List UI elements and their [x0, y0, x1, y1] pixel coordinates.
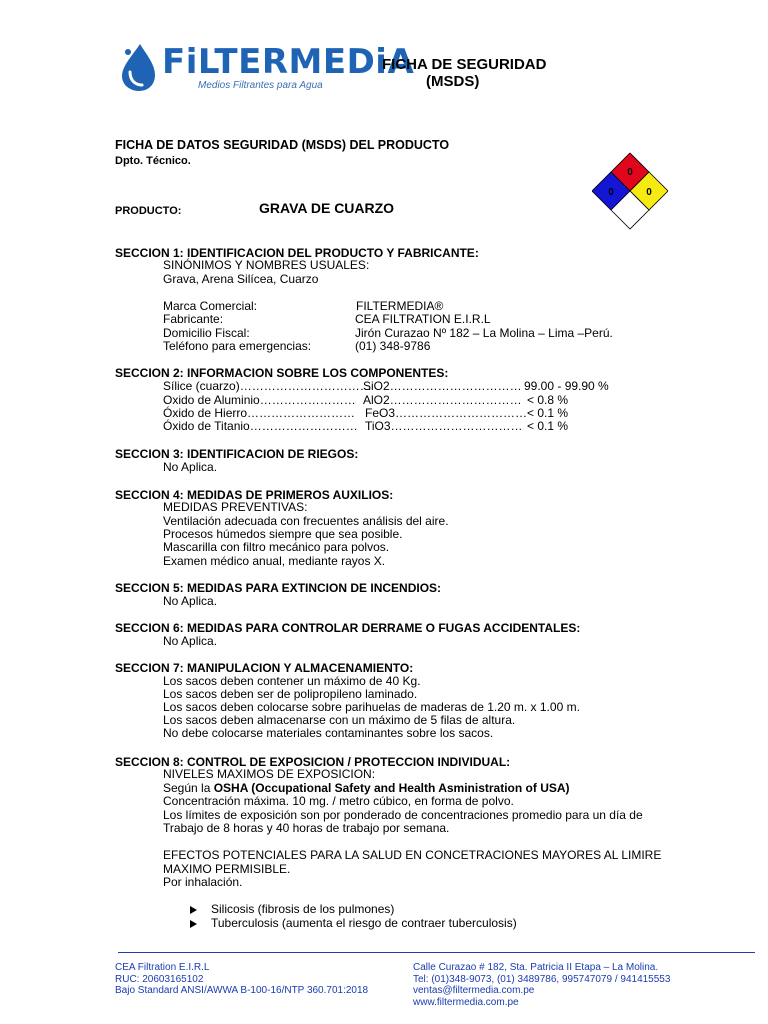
s7-line: Los sacos deben ser de polipropileno laminado. — [163, 687, 418, 701]
bullet-item — [190, 903, 394, 916]
s1-row-value: FILTERMEDIA® — [356, 299, 444, 313]
nfpa-diamond-icon — [592, 151, 668, 231]
component-formula: AlO2…………………………… — [363, 393, 522, 407]
footer-left — [115, 962, 368, 997]
s8-line: Los límites de exposición son por ponderado de concentraciones promedio para un día de — [163, 808, 643, 822]
component-formula: TiO3…………………………… — [365, 419, 523, 433]
section-5-text: No Aplica. — [163, 594, 218, 608]
footer-phone: Tel: (01)348-9073, (01) 3489786, 995747079 / 941415553 — [413, 973, 671, 985]
header-title-line1: FICHA DE SEGURIDAD — [382, 56, 547, 73]
logo — [118, 40, 415, 95]
synonyms-value: Grava, Arena Silícea, Cuarzo — [163, 272, 319, 286]
footer-company: CEA Filtration E.I.R.L — [115, 962, 210, 973]
s4-line: Ventilación adecuada con frecuentes análisis del aire. — [163, 514, 449, 528]
s7-line: No debe colocarse materiales contaminantes sobre los sacos. — [163, 726, 494, 740]
arrow-bullet-icon — [190, 920, 197, 928]
component-name: Óxido de Titanio……………………… — [163, 419, 358, 433]
product-name: GRAVA DE CUARZO — [259, 200, 395, 216]
s8-line: Concentración máxima. 10 mg. / metro cúbico, en forma de polvo. — [163, 794, 514, 808]
doc-heading: FICHA DE DATOS SEGURIDAD (MSDS) DEL PRODUCTO — [115, 138, 450, 152]
s1-row-value: CEA FILTRATION E.I.R.L — [355, 312, 491, 326]
section-8-title: SECCION 8: CONTROL DE EXPOSICION / PROTECCION INDIVIDUAL: — [115, 755, 511, 769]
header-title-line2: (MSDS) — [426, 73, 480, 90]
component-name: Óxido de Hierro……………………… — [163, 406, 356, 420]
product-label: PRODUCTO: — [115, 205, 182, 217]
section-6-text: No Aplica. — [163, 634, 218, 648]
section-6-title: SECCION 6: MEDIDAS PARA CONTROLAR DERRAME O FUGAS ACCIDENTALES: — [115, 621, 581, 635]
osha-prefix: Según la — [163, 781, 214, 795]
osha-name: OSHA (Occupational Safety and Health Asministration of USA) — [213, 781, 570, 795]
logo-tagline: Medios Filtrantes para Agua — [198, 80, 323, 91]
s4-line: MEDIDAS PREVENTIVAS: — [163, 500, 308, 514]
synonyms-label: SINÓNIMOS Y NOMBRES USUALES: — [163, 258, 370, 272]
s4-line: Procesos húmedos siempre que sea posible. — [163, 527, 403, 541]
s1-row-label: Fabricante: — [163, 312, 224, 326]
s1-row-value: (01) 348-9786 — [355, 339, 431, 353]
s1-row-label: Marca Comercial: — [163, 299, 258, 313]
component-value: < 0.1 % — [527, 406, 569, 420]
component-formula: SiO2…………………………… — [363, 379, 522, 393]
s7-line: Los sacos deben almacenarse con un máximo de 5 filas de altura. — [163, 713, 516, 727]
department: Dpto. Técnico. — [115, 155, 191, 167]
s7-line: Los sacos deben colocarse sobre parihuelas de maderas de 1.20 m. x 1.00 m. — [163, 700, 580, 714]
footer-address: Calle Curazao # 182, Sta. Patricia II Etapa – La Molina. — [413, 962, 659, 973]
section-1-title: SECCION 1: IDENTIFICACION DEL PRODUCTO Y FABRICANTE: — [115, 246, 479, 260]
footer-ruc: RUC: 20603165102 — [115, 973, 204, 985]
s8-line: Trabajo de 8 horas y 40 horas de trabajo por semana. — [163, 821, 450, 835]
s4-line: Examen médico anual, mediante rayos X. — [163, 554, 386, 568]
nfpa-reactivity-value: 0 — [646, 187, 652, 198]
footer-right — [413, 962, 670, 1008]
section-2-title: SECCION 2: INFORMACION SOBRE LOS COMPONENTES: — [115, 366, 449, 380]
exposure-levels-label: NIVELES MAXIMOS DE EXPOSICION: — [163, 767, 376, 781]
footer-website-link[interactable]: www.filtermedia.com.pe — [413, 996, 519, 1008]
water-drop-logo-icon — [118, 42, 158, 92]
s1-row-label: Domicilio Fiscal: — [163, 326, 250, 340]
bullet-item — [190, 917, 517, 930]
footer-standard: Bajo Standard ANSI/AWWA B-100-16/NTP 360.701:2018 — [115, 985, 369, 996]
s4-line: Mascarilla con filtro mecánico para polvos. — [163, 540, 390, 554]
nfpa-flammability-value: 0 — [627, 167, 633, 178]
component-value: < 0.8 % — [527, 393, 569, 407]
component-name: Oxido de Aluminio…………………… — [163, 393, 356, 407]
s7-line: Los sacos deben contener un máximo de 40 Kg. — [163, 674, 421, 688]
component-name: Sílice (cuarzo)…………………………… — [163, 379, 372, 393]
section-3-text: No Aplica. — [163, 460, 218, 474]
bullet-text: Tuberculosis (aumenta el riesgo de contraer tuberculosis) — [211, 916, 517, 930]
component-formula: FeO3…………………………… — [365, 406, 528, 420]
s1-row-value: Jirón Curazao Nº 182 – La Molina – Lima –Perú. — [355, 326, 613, 340]
component-value: 99.00 - 99.90 % — [524, 379, 609, 393]
logo-wordmark: FiLTERMEDiA — [162, 42, 415, 82]
section-5-title: SECCION 5: MEDIDAS PARA EXTINCION DE INCENDIOS: — [115, 581, 442, 595]
s1-row-label: Teléfono para emergencias: — [163, 339, 312, 353]
effects-line-1: EFECTOS POTENCIALES PARA LA SALUD EN CONCETRACIONES MAYORES AL LIMIRE — [163, 848, 662, 862]
effects-line-2: MAXIMO PERMISIBLE. — [163, 862, 291, 876]
section-3-title: SECCION 3: IDENTIFICACION DE RIEGOS: — [115, 447, 359, 461]
nfpa-health-value: 0 — [608, 187, 614, 198]
component-value: < 0.1 % — [527, 419, 569, 433]
footer-divider — [118, 952, 755, 953]
arrow-bullet-icon — [190, 906, 197, 914]
footer-email-link[interactable]: ventas@filtermedia.com.pe — [413, 985, 535, 996]
section-7-title: SECCION 7: MANIPULACION Y ALMACENAMIENTO: — [115, 661, 414, 675]
bullet-text: Silicosis (fibrosis de los pulmones) — [211, 902, 395, 916]
section-4-title: SECCION 4: MEDIDAS DE PRIMEROS AUXILIOS: — [115, 488, 394, 502]
inhalation-label: Por inhalación. — [163, 875, 243, 889]
